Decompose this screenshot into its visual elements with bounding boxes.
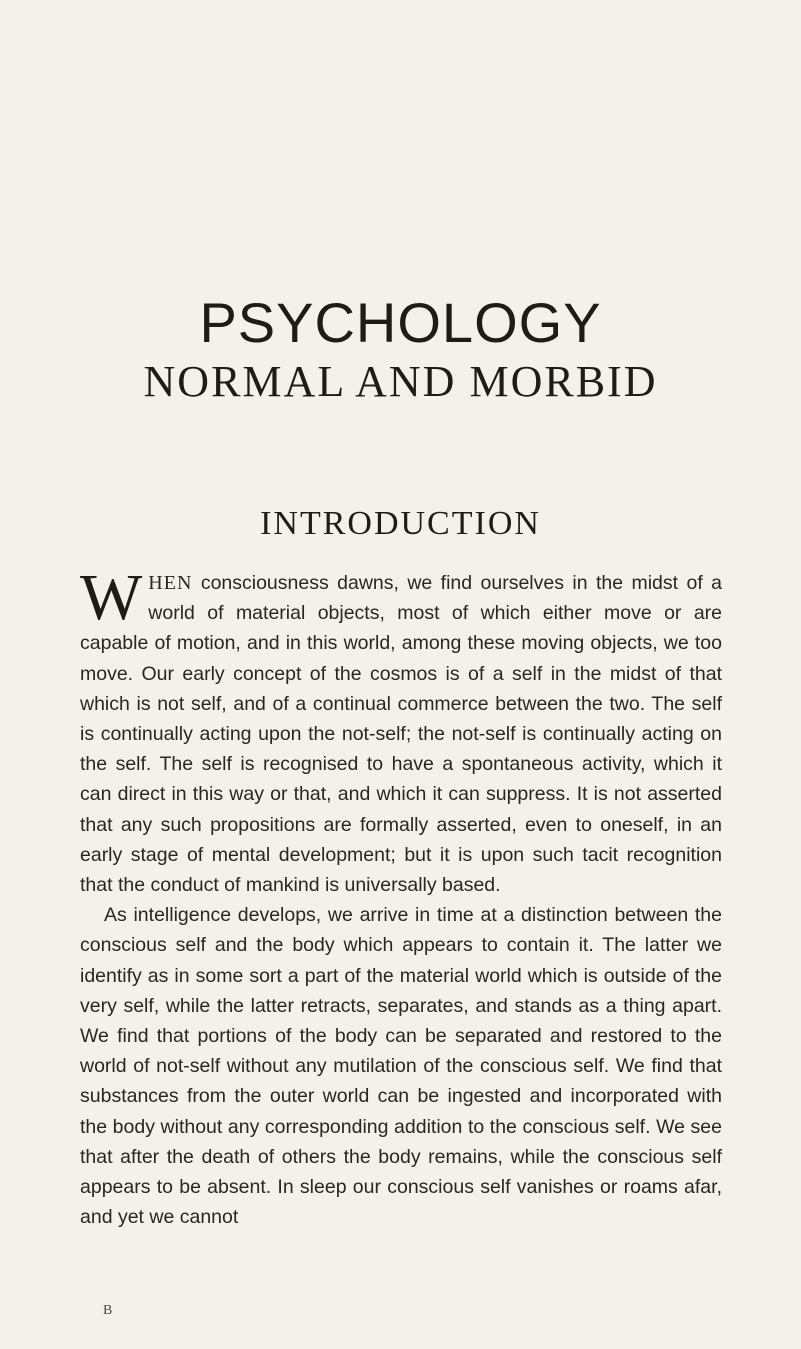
paragraph-2: As intelligence develops, we arrive in time at a distinction between the conscious self and the body which appears to contain it. The latter we identify as in some sort a part of the material world which is outside of the very self, while the latter retracts, separates, and stands as a thing apart. We find that portions of the body can be separated and restored to the world of not-self without any mutilation of the conscious self. We find that substances from the outer world can be ingested and incorporated with the body without any corresponding addition to the conscious self. We see that after the death of others the body remains, while the conscious self appears to be absent. In sleep our conscious self vanishes or roams afar, and yet we cannot [80, 904, 722, 1229]
section-heading: INTRODUCTION [260, 505, 541, 542]
paragraph-1-text: consciousness dawns, we find ourselves in the midst of a world of material objects, most of which either move or are capable of motion, and in this world, among these moving objects, we too move. Our early concept of the cosmos is of a self in the midst of that which is not self, and of a continual commerce between the two. The self is continually acting upon the not-self; the not-self is continually acting on the self. The self is recognised to have a spontaneous activity, which it can direct in this way or that, and which it can suppress. It is not asserted that any such propositions are formally asserted, even to oneself, in an early stage of mental development; but it is upon such tacit recognition that the conduct of mankind is universally based. [80, 572, 722, 897]
body-text [80, 561, 722, 1232]
paragraph-1-lead: HEN [148, 572, 193, 594]
book-title: PSYCHOLOGY [199, 291, 602, 354]
paragraph-1 [80, 561, 722, 900]
book-subtitle: NORMAL AND MORBID [143, 357, 658, 406]
signature-mark: B [103, 1303, 113, 1318]
drop-cap: W [80, 561, 143, 634]
